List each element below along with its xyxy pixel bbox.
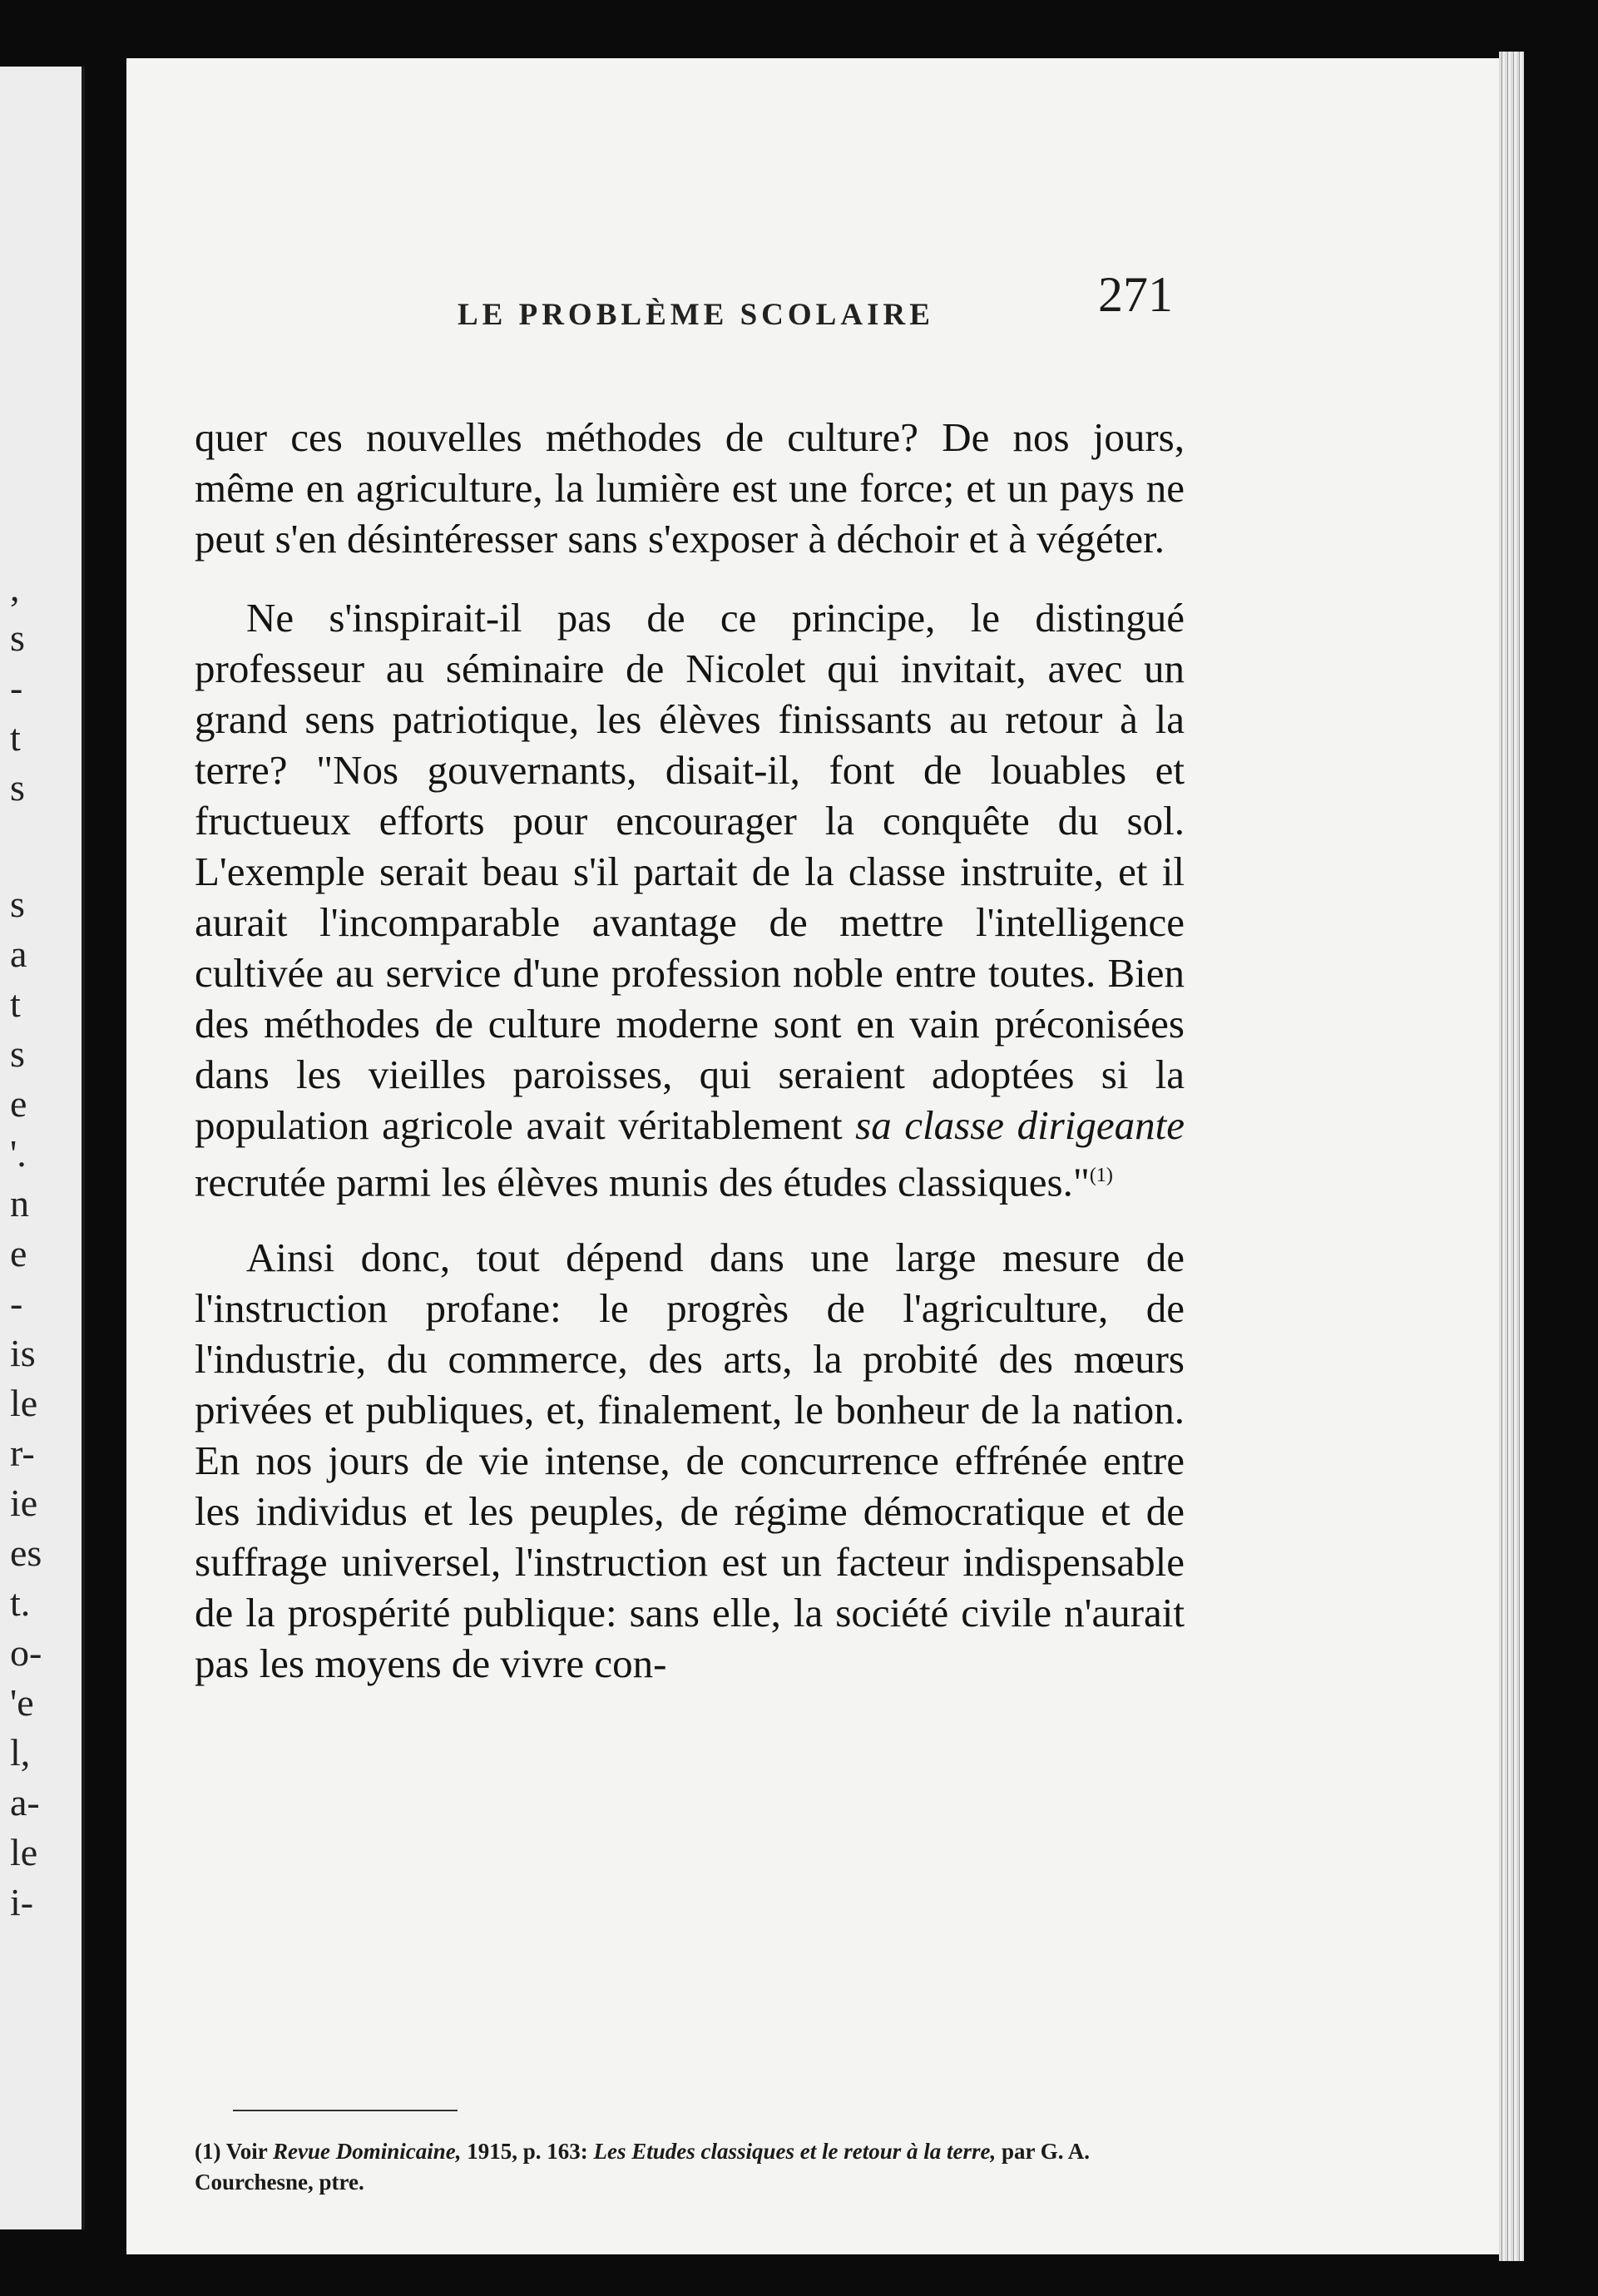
facing-page-margin-char: t. [10,1581,31,1624]
facing-page-margin-char: , [10,567,20,609]
facing-page-margin-char: a- [10,1781,40,1823]
facing-page-margin-char: r- [10,1432,35,1474]
running-title: LE PROBLÈME SCOLAIRE [458,298,934,332]
footnote [195,2136,1185,2198]
footnote-prefix: (1) Voir [195,2139,268,2164]
facing-page-margin-char: o- [10,1631,42,1674]
facing-page-margin-char: i- [10,1881,34,1923]
paragraph-2-text: Ne s'inspirait-il pas de ce principe, le distingué professeur au séminaire de Nicolet qui invitait, avec un grand sens patriotique, les élèves finissants au retour à la terre? "Nos gouvernants, disait-il, font de louables et fructueux efforts pour encourager la conquête du sol. L'exemple serait beau s'il partait de la classe instruite, et il aurait l'incomparable avantage de mettre l'intelligence cultivée au service d'une profession noble entre toutes. Bien des méthodes de culture moderne sont en vain préconisées dans les vieilles paroisses, qui seraient adoptées si la population agricole avait véritablement [195,595,1185,1148]
facing-page-margin-char: - [10,1282,23,1324]
facing-page-margin-char: le [10,1831,38,1873]
italic-phrase: sa classe dirigeante [855,1102,1185,1148]
facing-page-margin-char: t [10,982,21,1025]
facing-page-margin-char: a [10,933,27,975]
facing-page-margin-char: is [10,1332,36,1374]
footnote-reference-detail: 1915, p. 163: [467,2139,588,2164]
facing-page-margin-char: ie [10,1482,38,1524]
facing-page-margin-char: s [10,883,25,925]
facing-page-margin-char: s [10,1032,25,1075]
facing-page-margin-char: '. [10,1132,27,1175]
facing-page-margin-char: n [10,1182,29,1225]
body-text [195,412,1185,1714]
paragraph-1: quer ces nouvelles méthodes de culture? De nos jours, même en agriculture, la lumière est une force; et un pays ne peut s'en désintéresser sans s'exposer à déchoir et à végéter. [195,414,1185,562]
facing-page-margin-char: t [10,716,21,759]
facing-page-margin-char: s [10,766,25,809]
paragraph-2 [195,592,1185,1207]
facing-page-fragment [0,67,83,2229]
facing-page-margin-char: - [10,666,23,709]
facing-page-margin-char: 'e [10,1681,34,1724]
paragraph-3: Ainsi donc, tout dépend dans une large mesure de l'instruction profane: le progrès de l'agriculture, de l'industrie, du commerce, des arts, la probité des mœurs privées et publiques, et, finalement, le bonheur de la nation. En nos jours de vie intense, de concurrence effrénée entre les individus et les peuples, de régime démocratique et de suffrage universel, l'instruction est un facteur indispensable de la prospérité publique: sans elle, la société civile n'aurait pas les moyens de vivre con- [195,1235,1185,1687]
page-stack-edge [1499,52,1524,2261]
facing-page-margin-char: es [10,1531,42,1574]
facing-page-margin-char: e [10,1232,27,1274]
facing-page-margin-char: le [10,1382,38,1424]
page-header [316,254,1173,337]
page-number: 271 [1098,267,1173,322]
footnote-rule [233,2110,458,2111]
footnote-reference: (1) [1089,1165,1113,1186]
footnote-article-title: Les Etudes classiques et le retour à la terre, [593,2139,997,2164]
facing-page-margin-char: s [10,616,25,659]
footnote-author: par G. A. Courchesne, ptre. [195,2139,1091,2195]
paragraph-2-end: recrutée parmi les élèves munis des études classiques." [195,1159,1090,1205]
facing-page-margin-char: l, [10,1731,31,1774]
facing-page-margin-char: e [10,1082,27,1125]
footnote-journal: Revue Dominicaine, [273,2139,462,2164]
